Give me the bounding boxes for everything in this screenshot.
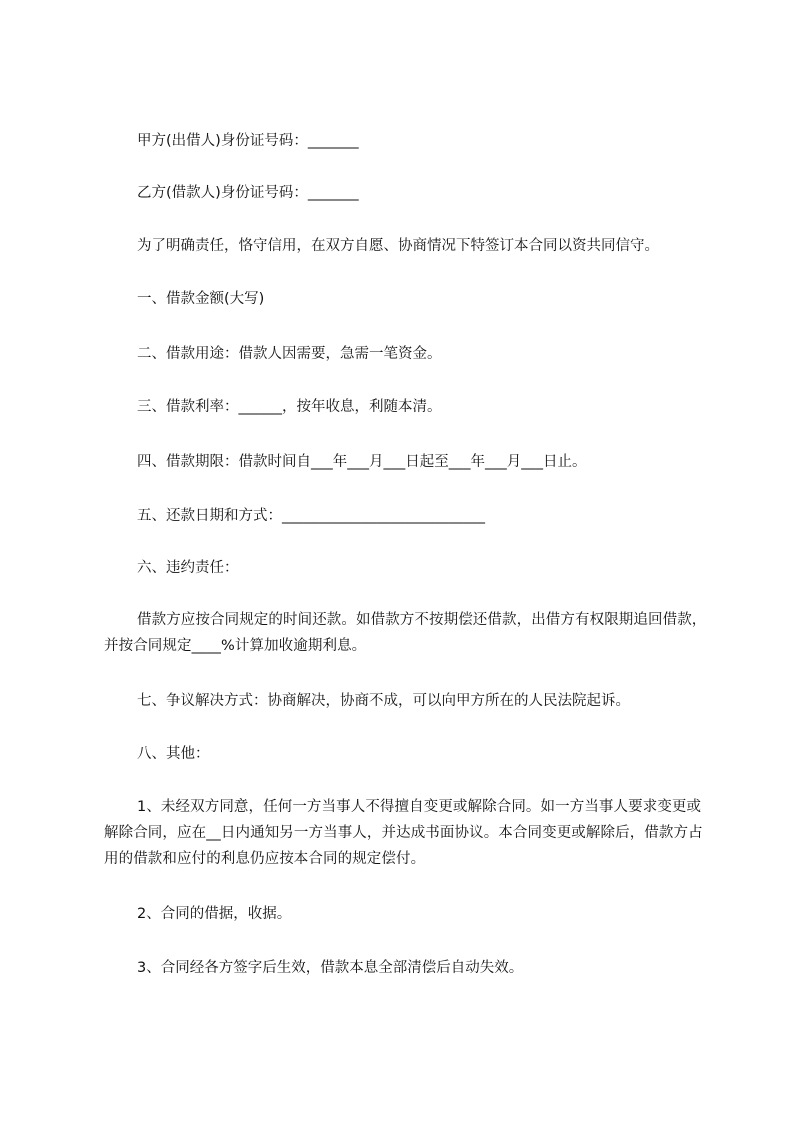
clause-3: 三、借款利率：______，按年收息，利随本清。 <box>137 399 442 415</box>
clause-8-item-1: 1、未经双方同意，任何一方当事人不得擅自变更或解除合同。如一方当事人要求变更或解除合同，应在__日内通知另一方当事人，并达成书面协议。本合同变更或解除后，借款方占用的借款和应付的利息仍应按本合同的规定偿付。 <box>104 799 703 867</box>
clause-2: 二、借款用途：借款人因需要，急需一笔资金。 <box>137 346 442 362</box>
lender-id-line: 甲方(出借人)身份证号码：_______ <box>137 133 359 149</box>
clause-8-item-2: 2、合同的借据，收据。 <box>137 906 292 922</box>
clause-6: 六、违约责任： <box>137 560 239 576</box>
clause-1: 一、借款金额(大写) <box>137 291 265 307</box>
clause-6-body: 借款方应按合同规定的时间还款。如借款方不按期偿还借款，出借方有权限期追回借款，并按合同规定____%计算加收逾期利息。 <box>104 612 707 654</box>
preamble: 为了明确责任，恪守信用，在双方自愿、协商情况下特签订本合同以资共同信守。 <box>137 238 659 254</box>
clause-8: 八、其他： <box>137 746 210 762</box>
borrower-id-line: 乙方(借款人)身份证号码：_______ <box>137 185 359 201</box>
clause-5: 五、还款日期和方式：____________________________ <box>137 508 485 524</box>
clause-8-item-3: 3、合同经各方签字后生效，借款本息全部清偿后自动失效。 <box>137 960 524 976</box>
clause-4: 四、借款期限：借款时间自___年___月___日起至___年___月___日止。 <box>137 454 587 470</box>
clause-7: 七、争议解决方式：协商解决，协商不成，可以向甲方所在的人民法院起诉。 <box>137 693 630 709</box>
